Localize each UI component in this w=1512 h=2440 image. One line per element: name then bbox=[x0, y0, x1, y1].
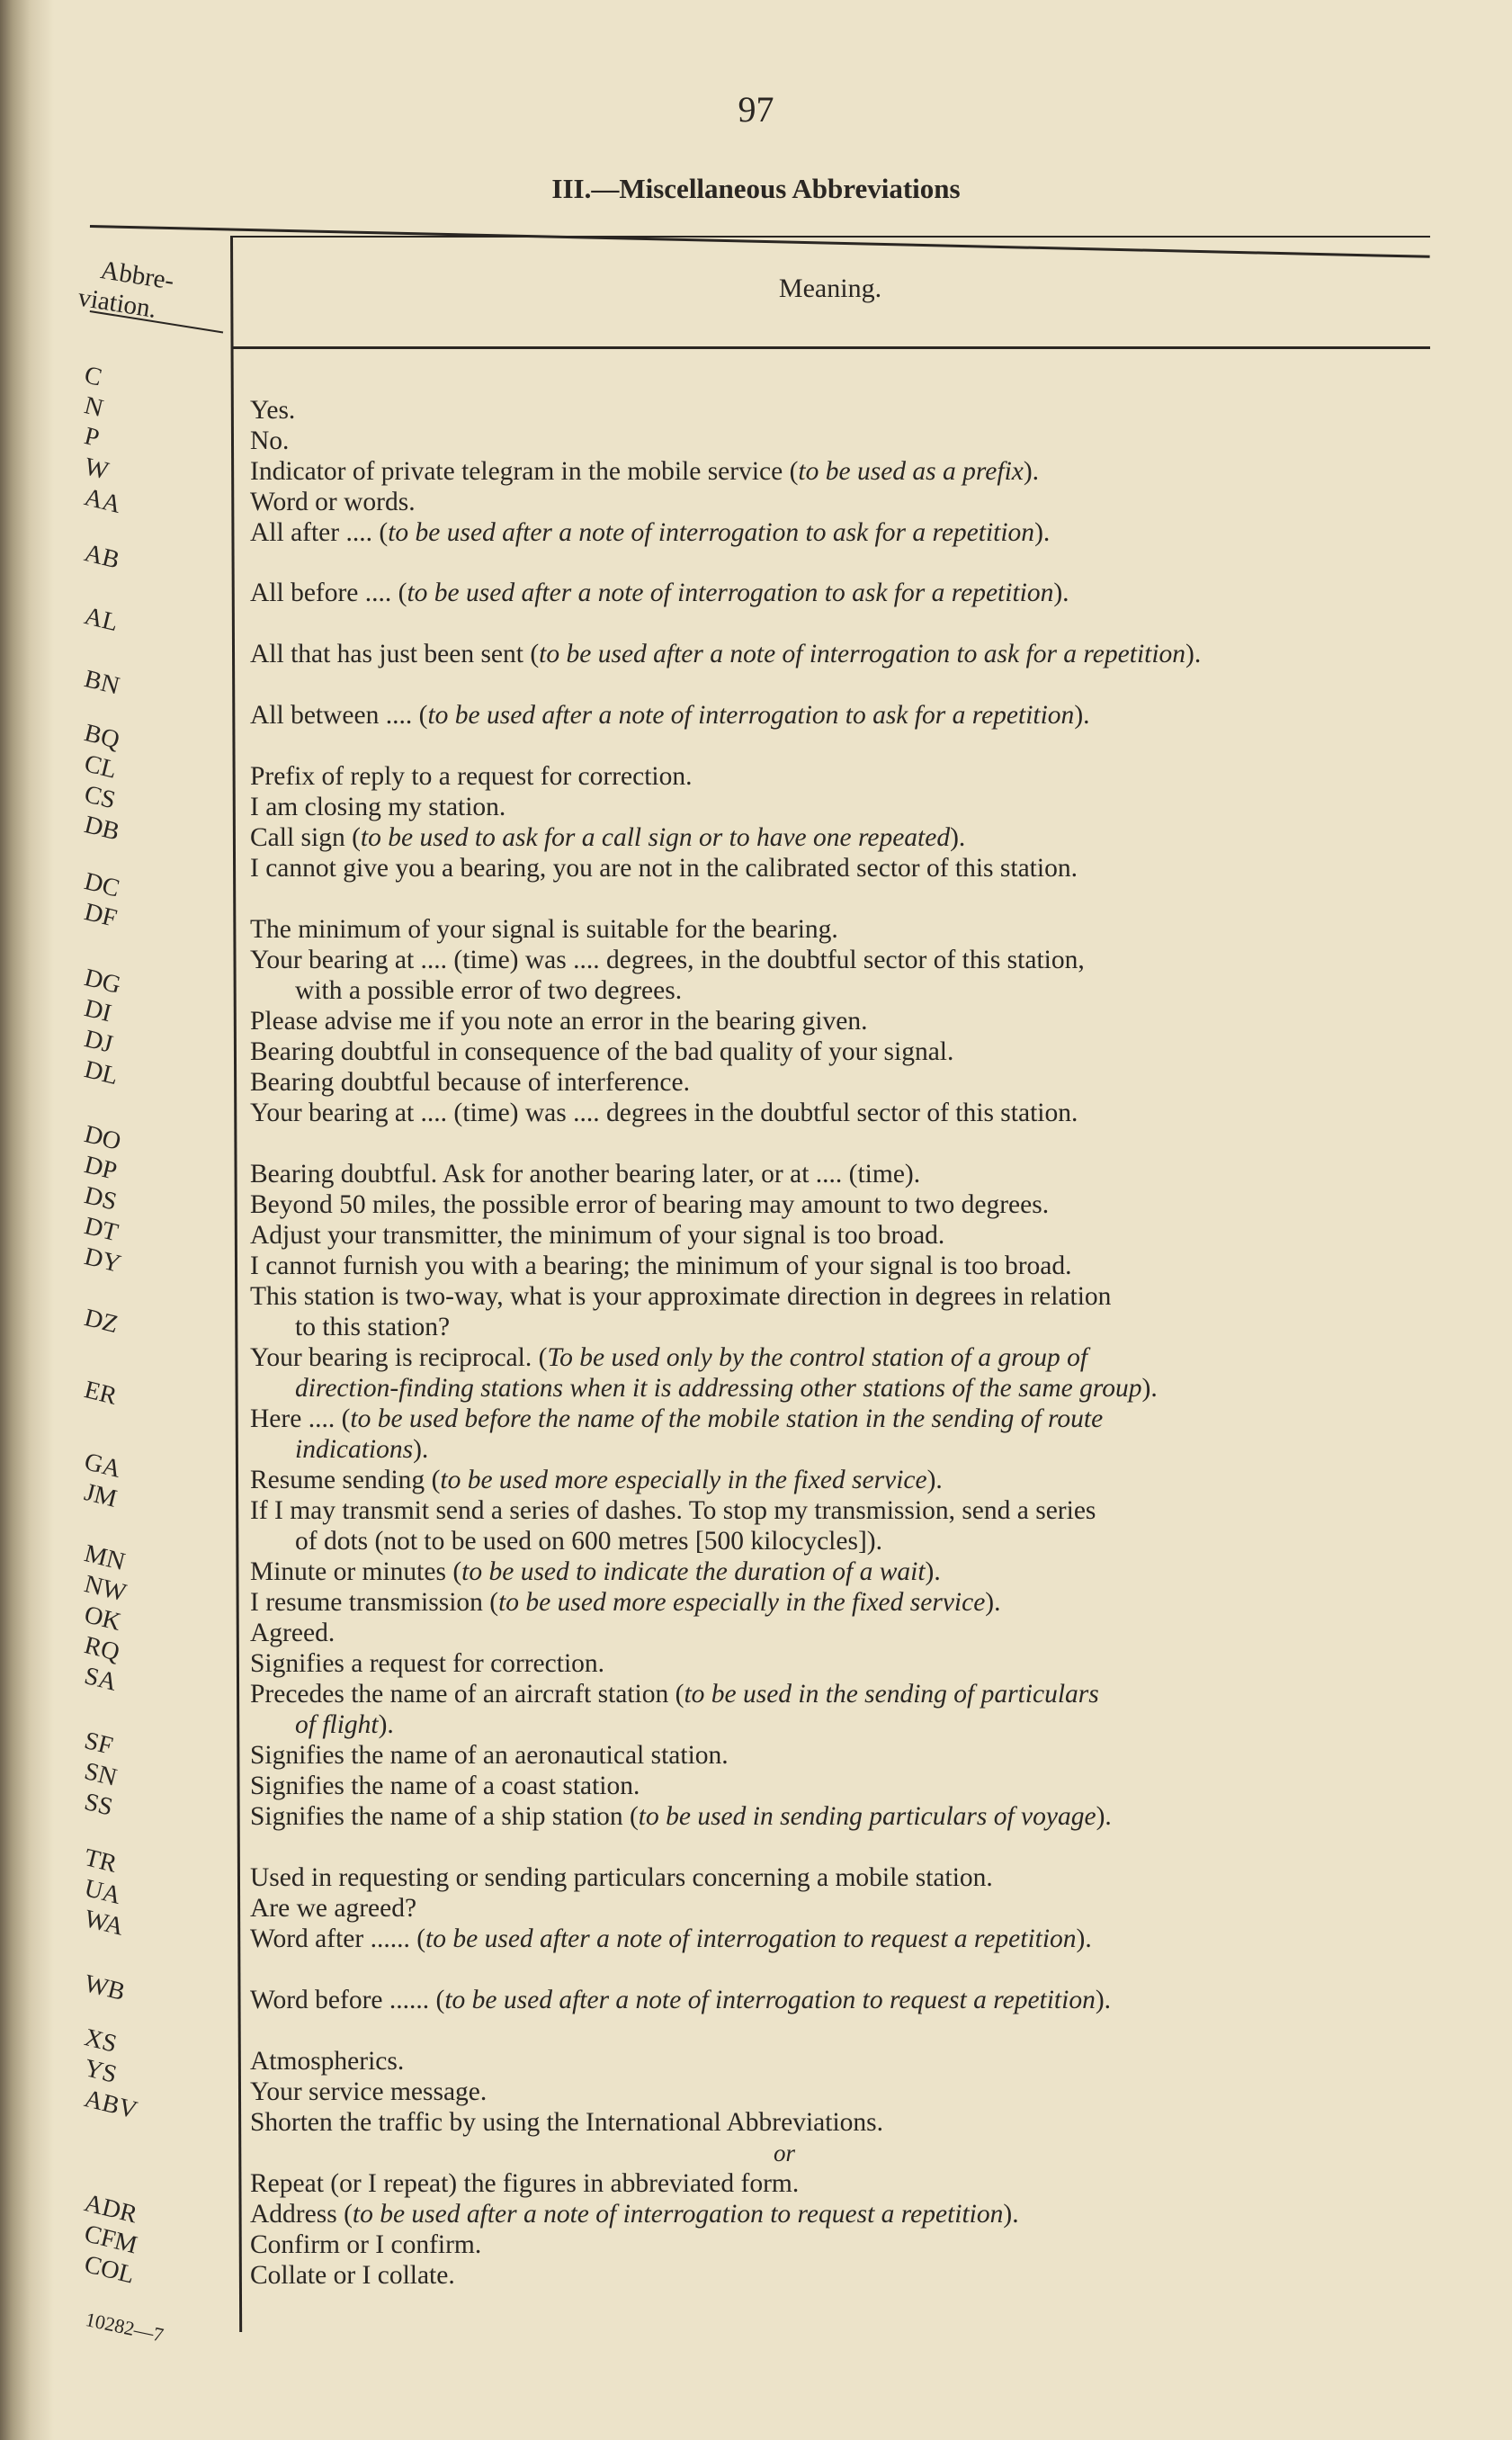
abbreviation-code: DT bbox=[81, 1212, 121, 1248]
meaning-text: I cannot give you a bearing, you are not in the calibrated sector of this station. bbox=[250, 854, 1078, 883]
meaning-text: Atmospherics. bbox=[250, 2047, 405, 2076]
meaning-continuation: of flight). bbox=[295, 1710, 394, 1739]
meaning-text: Adjust your transmitter, the minimum of your signal is too broad. bbox=[250, 1221, 945, 1250]
abbreviation-code: DG bbox=[81, 964, 124, 1000]
meaning-text: The minimum of your signal is suitable for the bearing. bbox=[250, 915, 838, 944]
meaning-text: All before .... (to be used after a note of interrogation to ask for a repetition). bbox=[250, 579, 1069, 607]
header-rule-top-2 bbox=[232, 236, 1430, 238]
usage-note: to be used after a note of interrogation to ask for a repetition bbox=[539, 640, 1186, 668]
abbreviation-code: DI bbox=[81, 994, 114, 1028]
abbreviation-code: CS bbox=[81, 780, 119, 815]
meaning-text: All that has just been sent (to be used after a note of interrogation to ask for a repetition). bbox=[250, 640, 1202, 668]
abbreviation-code: DP bbox=[81, 1151, 120, 1186]
meaning-text: Call sign (to be used to ask for a call sign or to have one repeated). bbox=[250, 823, 966, 852]
meaning-continuation: indications). bbox=[295, 1435, 429, 1464]
usage-note: to be used as a prefix bbox=[798, 457, 1024, 486]
column-header-meaning: Meaning. bbox=[778, 274, 882, 303]
usage-note: to be used in the sending of particulars bbox=[684, 1680, 1099, 1709]
header-rule-top bbox=[90, 225, 1430, 258]
meaning-text: Used in requesting or sending particulars concerning a mobile station. bbox=[250, 1863, 993, 1892]
abbreviation-code: AL bbox=[81, 602, 121, 638]
meaning-text: Signifies the name of a coast station. bbox=[250, 1772, 640, 1800]
abbreviation-code: DO bbox=[81, 1120, 124, 1156]
meaning-text: Bearing doubtful. Ask for another bearing later, or at .... (time). bbox=[250, 1160, 921, 1189]
meaning-text: This station is two-way, what is your approximate direction in degrees in relation bbox=[250, 1282, 1112, 1311]
meaning-text: Your service message. bbox=[250, 2077, 488, 2106]
meaning-continuation: direction-finding stations when it is addressing other stations of the same group). bbox=[295, 1374, 1158, 1403]
header-rule-bottom bbox=[232, 346, 1430, 349]
meaning-text: Address (to be used after a note of interrogation to request a repetition). bbox=[250, 2200, 1019, 2229]
abbreviation-code: GA bbox=[81, 1448, 124, 1484]
abbreviation-code: DL bbox=[81, 1055, 121, 1091]
meaning-text: Collate or I collate. bbox=[250, 2261, 455, 2290]
meaning-text: Shorten the traffic by using the International Abbreviations. bbox=[250, 2108, 884, 2137]
or-separator: or bbox=[774, 2139, 796, 2166]
meaning-text: Signifies the name of a ship station (to be used in sending particulars of voyage). bbox=[250, 1802, 1112, 1831]
abbreviation-code: XS bbox=[81, 2023, 120, 2059]
abbreviation-code: YS bbox=[81, 2054, 120, 2089]
meaning-text: Word before ...... (to be used after a note of interrogation to request a repetition). bbox=[250, 1986, 1112, 2014]
book-spine bbox=[0, 0, 54, 2440]
abbreviation-code: MN bbox=[81, 1539, 129, 1577]
meaning-text: Confirm or I confirm. bbox=[250, 2230, 482, 2259]
meaning-text: Agreed. bbox=[250, 1619, 336, 1647]
meaning-text: Your bearing is reciprocal. (To be used only by the control station of a group of bbox=[250, 1343, 1088, 1372]
abbreviation-code: COL bbox=[81, 2250, 138, 2290]
meaning-text: Minute or minutes (to be used to indicate the duration of a wait). bbox=[250, 1557, 941, 1586]
page-number: 97 bbox=[738, 89, 774, 130]
meaning-text: Word or words. bbox=[250, 488, 416, 516]
meaning-text: Repeat (or I repeat) the figures in abbreviated form. bbox=[250, 2169, 800, 2198]
meaning-text: Yes. bbox=[250, 396, 296, 425]
meaning-continuation: of dots (not to be used on 600 metres [500 kilocycles]). bbox=[295, 1527, 882, 1556]
meaning-text: Please advise me if you note an error in the bearing given. bbox=[250, 1007, 868, 1036]
usage-note: to be used more especially in the fixed service bbox=[498, 1588, 986, 1617]
abbreviation-code: DZ bbox=[81, 1304, 121, 1340]
abbreviation-code: WA bbox=[81, 1905, 127, 1942]
meaning-text: Indicator of private telegram in the mobile service (to be used as a prefix). bbox=[250, 457, 1040, 486]
abbreviation-code: C bbox=[81, 361, 105, 392]
meaning-continuation: to this station? bbox=[295, 1313, 451, 1341]
meaning-text: Are we agreed? bbox=[250, 1894, 417, 1923]
meaning-text: Bearing doubtful in consequence of the bad quality of your signal. bbox=[250, 1037, 954, 1066]
usage-note: to be used to indicate the duration of a wait bbox=[461, 1557, 926, 1586]
abbreviation-code: JM bbox=[81, 1478, 120, 1513]
meaning-text: Word after ...... (to be used after a note of interrogation to request a repetition). bbox=[250, 1924, 1092, 1953]
meaning-text: No. bbox=[250, 426, 290, 455]
abbreviation-code: BN bbox=[81, 665, 122, 701]
usage-note: To be used only by the control station of a group of bbox=[547, 1343, 1088, 1372]
usage-note: to be used before the name of the mobile station in the sending of route bbox=[350, 1404, 1104, 1433]
meaning-text: Prefix of reply to a request for correction. bbox=[250, 762, 693, 791]
print-code: 10282—7 bbox=[83, 2308, 166, 2346]
abbreviation-code: ABV bbox=[81, 2085, 140, 2125]
meaning-text: I cannot furnish you with a bearing; the minimum of your signal is too broad. bbox=[250, 1251, 1072, 1280]
abbreviation-code: W bbox=[81, 453, 112, 486]
meaning-text: Your bearing at .... (time) was .... degrees in the doubtful sector of this station. bbox=[250, 1099, 1078, 1127]
meaning-text: Resume sending (to be used more especially in the fixed service). bbox=[250, 1466, 943, 1494]
section-title: III.—Miscellaneous Abbreviations bbox=[551, 173, 961, 204]
meaning-text: I am closing my station. bbox=[250, 793, 506, 821]
abbreviation-code: SN bbox=[81, 1757, 120, 1792]
meaning-text: Signifies the name of an aeronautical station. bbox=[250, 1741, 729, 1770]
abbreviation-code: ER bbox=[81, 1376, 120, 1411]
abbreviation-code: TR bbox=[81, 1843, 120, 1879]
abbreviation-code: NW bbox=[81, 1570, 130, 1608]
abbreviation-code: SS bbox=[81, 1788, 116, 1822]
abbreviation-code: DB bbox=[81, 811, 122, 847]
usage-note: to be used after a note of interrogation to ask for a repetition bbox=[407, 579, 1054, 607]
usage-note: to be used in sending particulars of voyage bbox=[638, 1802, 1096, 1831]
meaning-text: Precedes the name of an aircraft station (to be used in the sending of particulars bbox=[250, 1680, 1099, 1709]
meaning-continuation: with a possible error of two degrees. bbox=[295, 976, 683, 1005]
abbreviation-code: RQ bbox=[81, 1631, 122, 1667]
usage-note: to be used after a note of interrogation to request a repetition bbox=[352, 2200, 1004, 2229]
column-header-abbreviation: Abbre- viation. bbox=[76, 256, 176, 324]
meaning-text: I resume transmission (to be used more especially in the fixed service). bbox=[250, 1588, 1001, 1617]
abbreviation-code: DY bbox=[81, 1242, 124, 1278]
abbreviation-code: DS bbox=[81, 1181, 120, 1216]
abbreviation-code: UA bbox=[81, 1874, 124, 1910]
abbreviation-code: SA bbox=[81, 1662, 120, 1697]
meaning-text: If I may transmit send a series of dashes. To stop my transmission, send a series bbox=[250, 1496, 1096, 1525]
abbreviation-code: AA bbox=[81, 483, 124, 519]
abbreviation-code: CFM bbox=[81, 2220, 140, 2260]
abbreviation-code: AB bbox=[81, 539, 122, 575]
usage-note: to be used after a note of interrogation to ask for a repetition bbox=[388, 518, 1035, 547]
meaning-text: All after .... (to be used after a note of interrogation to ask for a repetition). bbox=[250, 518, 1051, 547]
usage-note: to be used after a note of interrogation to request a repetition bbox=[425, 1924, 1077, 1953]
abbreviation-code: CL bbox=[81, 749, 120, 785]
abbreviation-code: WB bbox=[81, 1969, 129, 2007]
abbreviation-code: DJ bbox=[81, 1025, 116, 1059]
usage-note: to be used more especially in the fixed service bbox=[440, 1466, 927, 1494]
abbreviation-code: DF bbox=[81, 898, 120, 933]
meaning-text: All between .... (to be used after a note of interrogation to ask for a repetition). bbox=[250, 701, 1090, 730]
abbreviation-code: OK bbox=[81, 1601, 124, 1637]
abbreviation-code: ADR bbox=[81, 2189, 140, 2229]
meaning-text: Bearing doubtful because of interference. bbox=[250, 1068, 690, 1097]
usage-note: to be used to ask for a call sign or to have one repeated bbox=[360, 823, 951, 852]
meaning-text: Your bearing at .... (time) was .... degrees, in the doubtful sector of this station, bbox=[250, 946, 1085, 974]
usage-note: to be used after a note of interrogation to request a repetition bbox=[444, 1986, 1096, 2014]
abbreviation-code: BQ bbox=[81, 719, 122, 755]
usage-note: to be used after a note of interrogation to ask for a repetition bbox=[427, 701, 1075, 730]
meaning-text: Here .... (to be used before the name of the mobile station in the sending of route bbox=[250, 1404, 1104, 1433]
column-divider bbox=[230, 236, 242, 2332]
meaning-text: Signifies a request for correction. bbox=[250, 1649, 605, 1678]
abbreviation-code: P bbox=[81, 422, 103, 453]
abbreviation-code: N bbox=[81, 391, 106, 424]
abbreviation-code: SF bbox=[81, 1727, 116, 1761]
abbreviation-code: DC bbox=[81, 867, 122, 903]
meaning-text: Beyond 50 miles, the possible error of bearing may amount to two degrees. bbox=[250, 1190, 1050, 1219]
